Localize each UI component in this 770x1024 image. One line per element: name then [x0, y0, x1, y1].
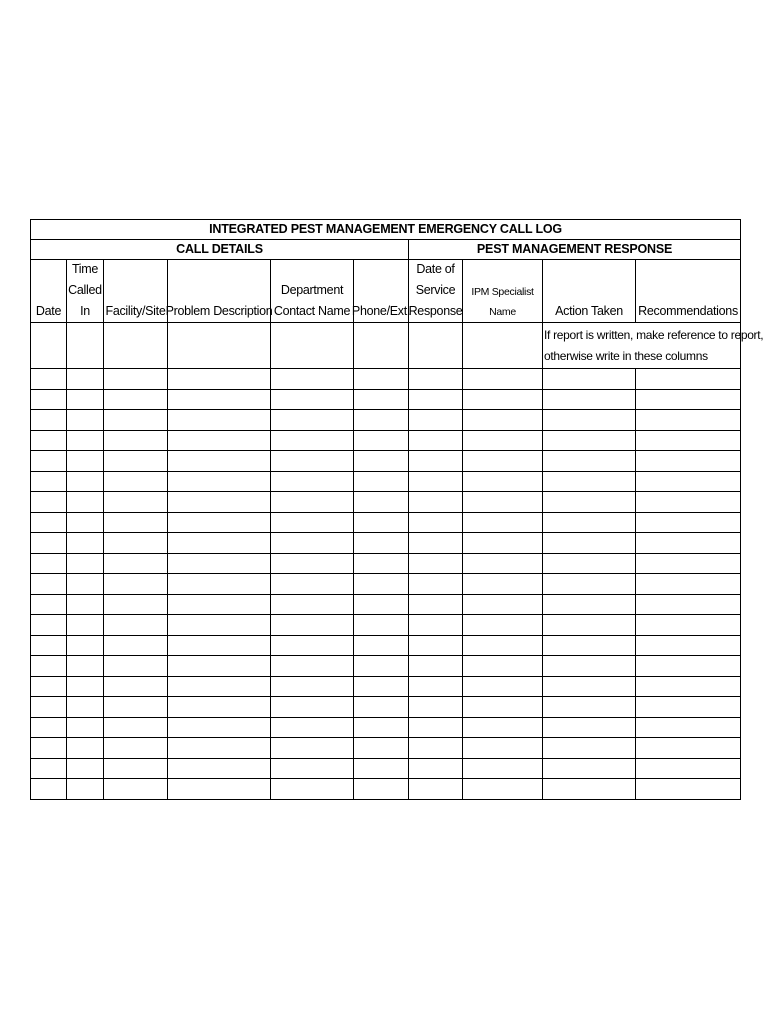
entry-cell[interactable] [543, 574, 636, 595]
entry-cell[interactable] [636, 574, 741, 595]
entry-cell[interactable] [31, 492, 67, 513]
entry-cell[interactable] [168, 323, 271, 369]
call-log-table [30, 219, 764, 800]
entry-cell[interactable] [543, 389, 636, 410]
entry-cell[interactable] [67, 471, 104, 492]
table-row [31, 369, 741, 390]
column-header-line: Name [489, 306, 516, 318]
entry-cell[interactable] [636, 492, 741, 513]
entry-cell[interactable] [168, 430, 271, 451]
entry-cell[interactable] [271, 512, 354, 533]
entry-cell[interactable] [104, 676, 168, 697]
entry-cell[interactable] [463, 451, 543, 472]
entry-cell[interactable] [31, 389, 67, 410]
entry-cell[interactable] [409, 656, 463, 677]
column-header-line: Response [408, 304, 463, 318]
instruction-note-line: otherwise write in these columns [544, 349, 708, 363]
header-department-contact-name [271, 260, 354, 323]
entry-cell[interactable] [354, 451, 409, 472]
entry-cell[interactable] [409, 430, 463, 451]
entry-cell[interactable] [271, 451, 354, 472]
column-header-label [636, 260, 740, 322]
entry-cell[interactable] [636, 717, 741, 738]
table-row [31, 389, 741, 410]
entry-cell[interactable] [31, 369, 67, 390]
section-pest-management-response: PEST MANAGEMENT RESPONSE [409, 240, 741, 260]
entry-cell[interactable] [104, 697, 168, 718]
entry-cell[interactable] [354, 615, 409, 636]
entry-cell[interactable] [636, 779, 741, 800]
entry-cell[interactable] [463, 656, 543, 677]
entry-cell[interactable] [67, 697, 104, 718]
entry-cell[interactable] [31, 676, 67, 697]
entry-cell[interactable] [67, 738, 104, 759]
entry-cell[interactable] [409, 574, 463, 595]
column-header-line: Date [35, 304, 62, 318]
entry-cell[interactable] [543, 492, 636, 513]
entry-cell[interactable] [409, 410, 463, 431]
entry-cell[interactable] [409, 553, 463, 574]
entry-cell[interactable] [168, 369, 271, 390]
header-problem-description [165, 260, 273, 323]
entry-cell[interactable] [168, 410, 271, 431]
entry-cell[interactable] [271, 369, 354, 390]
entry-cell[interactable] [543, 717, 636, 738]
entry-cell[interactable] [543, 533, 636, 554]
entry-cell[interactable] [104, 717, 168, 738]
column-header-label [351, 260, 411, 322]
entry-cell[interactable] [31, 758, 67, 779]
section-row [31, 240, 741, 260]
entry-cell[interactable] [31, 697, 67, 718]
entry-cell[interactable] [636, 656, 741, 677]
entry-cell[interactable] [104, 369, 168, 390]
entry-cell[interactable] [636, 697, 741, 718]
table-row [31, 512, 741, 533]
table-row [31, 410, 741, 431]
entry-cell[interactable] [463, 512, 543, 533]
entry-cell[interactable] [463, 471, 543, 492]
entry-cell[interactable] [168, 389, 271, 410]
entry-cell[interactable] [543, 594, 636, 615]
entry-cell[interactable] [543, 512, 636, 533]
entry-cell[interactable] [67, 492, 104, 513]
entry-cell[interactable] [409, 512, 463, 533]
entry-cell[interactable] [104, 553, 168, 574]
entry-cell[interactable] [271, 758, 354, 779]
entry-cell[interactable] [354, 323, 409, 369]
entry-cell[interactable] [463, 533, 543, 554]
entry-cell[interactable] [104, 410, 168, 431]
entry-cell[interactable] [67, 574, 104, 595]
entry-cell[interactable] [463, 389, 543, 410]
header-ipm-specialist-name [463, 260, 543, 323]
table-row [31, 533, 741, 554]
entry-cell[interactable] [168, 738, 271, 759]
entry-cell[interactable] [543, 369, 636, 390]
table-row [31, 553, 741, 574]
entry-cell[interactable] [67, 410, 104, 431]
entry-cell[interactable] [463, 697, 543, 718]
entry-cell[interactable] [409, 471, 463, 492]
entry-cell[interactable] [168, 697, 271, 718]
entry-cell[interactable] [463, 758, 543, 779]
entry-cell[interactable] [168, 594, 271, 615]
entry-cell[interactable] [543, 738, 636, 759]
table-row [31, 697, 741, 718]
entry-cell[interactable] [168, 492, 271, 513]
column-header-label [271, 260, 353, 322]
entry-cell[interactable] [104, 451, 168, 472]
entry-cell[interactable] [104, 779, 168, 800]
column-header-line: Problem Description [165, 304, 273, 318]
entry-cell[interactable] [463, 615, 543, 636]
entry-cell[interactable] [168, 471, 271, 492]
entry-cell[interactable] [104, 389, 168, 410]
table-row [31, 471, 741, 492]
entry-cell[interactable] [67, 369, 104, 390]
entry-cell[interactable] [271, 323, 354, 369]
entry-cell[interactable] [636, 738, 741, 759]
entry-cell[interactable] [31, 635, 67, 656]
table-row [31, 492, 741, 513]
entry-cell[interactable] [31, 323, 67, 369]
entry-cell[interactable] [354, 574, 409, 595]
entry-cell[interactable] [67, 615, 104, 636]
table-row [31, 717, 741, 738]
entry-cell[interactable] [463, 553, 543, 574]
entry-cell[interactable] [463, 410, 543, 431]
column-header-line: Service [415, 283, 456, 297]
entry-cell[interactable] [463, 492, 543, 513]
column-header-line: Facility/Site [105, 304, 166, 318]
entry-cell[interactable] [67, 323, 104, 369]
entry-cell[interactable] [104, 471, 168, 492]
entry-cell[interactable] [67, 389, 104, 410]
entry-cell[interactable] [636, 451, 741, 472]
header-facility-site [104, 260, 168, 323]
entry-cell[interactable] [104, 758, 168, 779]
entry-cell[interactable] [271, 676, 354, 697]
entry-cell[interactable] [409, 615, 463, 636]
entry-cell[interactable] [271, 410, 354, 431]
entry-cell[interactable] [168, 553, 271, 574]
entry-cell[interactable] [271, 615, 354, 636]
entry-cell[interactable] [31, 615, 67, 636]
column-header-line: IPM Specialist [471, 286, 534, 298]
entry-cell[interactable] [636, 410, 741, 431]
entry-cell[interactable] [543, 553, 636, 574]
entry-cell[interactable] [354, 512, 409, 533]
entry-cell[interactable] [354, 738, 409, 759]
entry-cell[interactable] [31, 430, 67, 451]
column-header-label [67, 260, 103, 322]
entry-cell[interactable] [543, 615, 636, 636]
entry-cell[interactable] [409, 369, 463, 390]
entry-cell[interactable] [354, 430, 409, 451]
entry-cell[interactable] [409, 738, 463, 759]
header-date [31, 260, 67, 323]
entry-cell[interactable] [67, 451, 104, 472]
call-log-sheet [30, 219, 764, 800]
entry-cell[interactable] [636, 471, 741, 492]
table-row [31, 635, 741, 656]
entry-cell[interactable] [271, 697, 354, 718]
entry-cell[interactable] [31, 512, 67, 533]
column-header-row [31, 260, 741, 323]
column-header-line: In [80, 304, 90, 318]
entry-cell[interactable] [67, 512, 104, 533]
column-header-line: Phone/Ext. [351, 304, 411, 318]
entry-cell[interactable] [409, 635, 463, 656]
title-row [31, 220, 741, 240]
entry-cell[interactable] [636, 635, 741, 656]
entry-cell[interactable] [409, 389, 463, 410]
entry-cell[interactable] [409, 779, 463, 800]
entry-cell[interactable] [168, 656, 271, 677]
entry-cell[interactable] [409, 492, 463, 513]
entry-cell[interactable] [67, 635, 104, 656]
entry-cell[interactable] [409, 676, 463, 697]
entry-cell[interactable] [409, 533, 463, 554]
table-row [31, 574, 741, 595]
entry-cell[interactable] [463, 635, 543, 656]
entry-cell[interactable] [104, 594, 168, 615]
entry-cell[interactable] [354, 656, 409, 677]
entry-cell[interactable] [463, 430, 543, 451]
header-date-of-service-response [409, 260, 463, 323]
entry-cell[interactable] [168, 533, 271, 554]
entry-cell[interactable] [67, 533, 104, 554]
table-row [31, 430, 741, 451]
entry-cell[interactable] [31, 471, 67, 492]
entry-cell[interactable] [271, 779, 354, 800]
entry-cell[interactable] [67, 676, 104, 697]
entry-cell[interactable] [354, 369, 409, 390]
entry-cell[interactable] [271, 553, 354, 574]
entry-cell[interactable] [31, 451, 67, 472]
entry-cell[interactable] [31, 574, 67, 595]
form-title: INTEGRATED PEST MANAGEMENT EMERGENCY CALL LOG [31, 220, 741, 240]
entry-cell[interactable] [543, 656, 636, 677]
entry-cell[interactable] [271, 656, 354, 677]
entry-cell[interactable] [409, 323, 463, 369]
entry-cell[interactable] [543, 676, 636, 697]
header-phone-ext [351, 260, 411, 323]
entry-cell[interactable] [354, 553, 409, 574]
entry-cell[interactable] [168, 615, 271, 636]
entry-cell[interactable] [543, 410, 636, 431]
table-row [31, 676, 741, 697]
entry-cell[interactable] [636, 758, 741, 779]
entry-cell[interactable] [67, 656, 104, 677]
entry-cell[interactable] [104, 492, 168, 513]
entry-cell[interactable] [104, 323, 168, 369]
entry-cell[interactable] [168, 758, 271, 779]
entry-cell[interactable] [354, 471, 409, 492]
entry-cell[interactable] [636, 594, 741, 615]
entry-cell[interactable] [104, 635, 168, 656]
column-header-line: Department [280, 283, 344, 297]
entry-cell[interactable] [409, 717, 463, 738]
entry-cell[interactable] [543, 779, 636, 800]
instruction-row [31, 323, 741, 369]
entry-cell[interactable] [271, 574, 354, 595]
section-call-details: CALL DETAILS [31, 240, 409, 260]
column-header-label [165, 260, 273, 322]
entry-cell[interactable] [271, 533, 354, 554]
entry-cell[interactable] [67, 758, 104, 779]
entry-cell[interactable] [104, 656, 168, 677]
entry-cell[interactable] [409, 697, 463, 718]
entry-cell[interactable] [271, 717, 354, 738]
entry-cell[interactable] [31, 533, 67, 554]
entry-cell[interactable] [31, 410, 67, 431]
column-header-label [31, 260, 66, 322]
entry-cell[interactable] [463, 323, 543, 369]
entry-cell[interactable] [104, 738, 168, 759]
entry-cell[interactable] [409, 451, 463, 472]
entry-cell[interactable] [31, 656, 67, 677]
entry-cell[interactable] [354, 410, 409, 431]
column-header-line: Time [71, 262, 99, 276]
column-header-line: Contact Name [273, 304, 351, 318]
column-header-line: Called [68, 283, 102, 297]
table-row [31, 758, 741, 779]
entry-cell[interactable] [463, 779, 543, 800]
entry-cell[interactable] [543, 635, 636, 656]
entry-cell[interactable] [354, 635, 409, 656]
entry-cell[interactable] [168, 451, 271, 472]
entry-cell[interactable] [31, 717, 67, 738]
entry-cell[interactable] [168, 512, 271, 533]
column-header-label [409, 260, 462, 322]
entry-cell[interactable] [104, 430, 168, 451]
entry-cell[interactable] [67, 779, 104, 800]
column-header-line: Action Taken [555, 304, 623, 318]
entry-cell[interactable] [271, 430, 354, 451]
entry-cell[interactable] [354, 492, 409, 513]
table-row [31, 779, 741, 800]
column-header-label [463, 260, 542, 322]
instruction-note [543, 323, 764, 369]
entry-cell[interactable] [636, 389, 741, 410]
entry-cell[interactable] [271, 471, 354, 492]
column-header-label [543, 260, 635, 322]
entry-cell[interactable] [354, 389, 409, 410]
header-action-taken [543, 260, 636, 323]
entry-cell[interactable] [67, 430, 104, 451]
header-recommendations [636, 260, 741, 323]
entry-cell[interactable] [104, 512, 168, 533]
entry-cell[interactable] [168, 635, 271, 656]
entry-cell[interactable] [354, 676, 409, 697]
entry-cell[interactable] [271, 492, 354, 513]
entry-cell[interactable] [354, 594, 409, 615]
column-header-line: Recommendations [638, 304, 738, 318]
entry-cell[interactable] [31, 553, 67, 574]
entry-cell[interactable] [354, 717, 409, 738]
entry-cell[interactable] [271, 738, 354, 759]
table-row [31, 615, 741, 636]
entry-cell[interactable] [104, 574, 168, 595]
entry-cell[interactable] [168, 676, 271, 697]
entry-cell[interactable] [354, 533, 409, 554]
entry-cell[interactable] [636, 615, 741, 636]
entry-cell[interactable] [31, 594, 67, 615]
entry-cell[interactable] [463, 676, 543, 697]
column-header-line: Date of [416, 262, 455, 276]
entry-cell[interactable] [636, 533, 741, 554]
header-time-called-in [67, 260, 104, 323]
entry-cell[interactable] [104, 615, 168, 636]
entry-cell[interactable] [67, 717, 104, 738]
instruction-note-line: If report is written, make reference to report, [544, 328, 764, 342]
table-row [31, 594, 741, 615]
entry-cell[interactable] [463, 738, 543, 759]
entry-cell[interactable] [271, 594, 354, 615]
entry-cell[interactable] [354, 758, 409, 779]
entry-cell[interactable] [409, 594, 463, 615]
entry-cell[interactable] [636, 512, 741, 533]
entry-cell[interactable] [168, 717, 271, 738]
entry-cell[interactable] [168, 574, 271, 595]
entry-cell[interactable] [31, 738, 67, 759]
entry-cell[interactable] [271, 389, 354, 410]
entry-cell[interactable] [67, 553, 104, 574]
entry-cell[interactable] [463, 594, 543, 615]
entry-cell[interactable] [543, 430, 636, 451]
entry-cell[interactable] [104, 533, 168, 554]
entry-cell[interactable] [463, 717, 543, 738]
entry-cell[interactable] [271, 635, 354, 656]
entry-cell[interactable] [636, 676, 741, 697]
entry-cell[interactable] [409, 758, 463, 779]
entry-cell[interactable] [463, 369, 543, 390]
entry-cell[interactable] [31, 779, 67, 800]
entry-cell[interactable] [543, 471, 636, 492]
entry-cell[interactable] [168, 779, 271, 800]
entry-cell[interactable] [354, 779, 409, 800]
table-row [31, 656, 741, 677]
entry-cell[interactable] [463, 574, 543, 595]
entry-cell[interactable] [67, 594, 104, 615]
table-row [31, 738, 741, 759]
entry-cell[interactable] [354, 697, 409, 718]
entry-cell[interactable] [543, 451, 636, 472]
entry-cell[interactable] [636, 369, 741, 390]
column-header-label [104, 260, 167, 322]
entry-cell[interactable] [636, 430, 741, 451]
entry-cell[interactable] [636, 553, 741, 574]
entry-cell[interactable] [543, 758, 636, 779]
entry-cell[interactable] [543, 697, 636, 718]
table-row [31, 451, 741, 472]
